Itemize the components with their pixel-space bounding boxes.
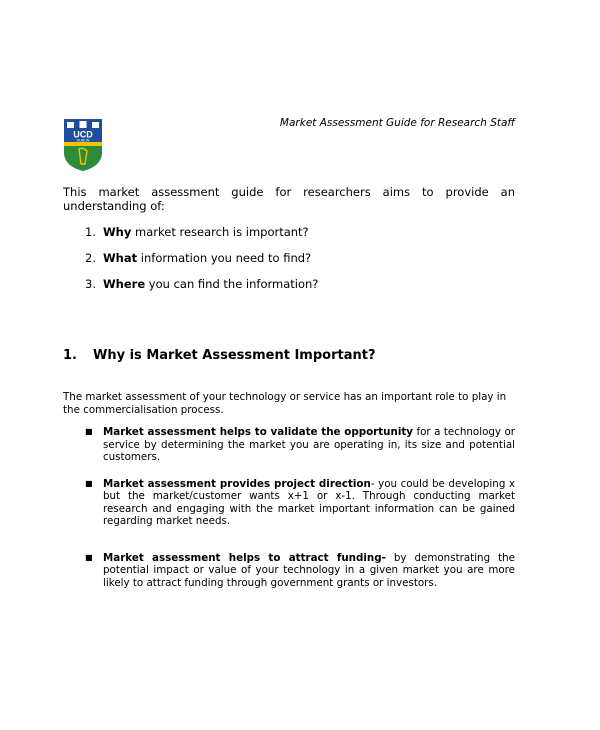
logo-text-bottom: DUBLIN	[76, 138, 90, 143]
document-header-title: Market Assessment Guide for Research Staff	[279, 117, 515, 129]
intro-list-item	[85, 225, 318, 251]
list-item-text: information you need to find?	[137, 251, 312, 265]
bullet-bold: Market assessment helps to attract funding-	[103, 551, 386, 564]
bullet-marker: ■	[85, 478, 93, 488]
list-item-bold: Where	[103, 277, 146, 291]
section-number: 1.	[63, 348, 77, 363]
bullet-bold: Market assessment helps to validate the opportunity	[103, 426, 413, 438]
intro-paragraph: This market assessment guide for researchers aims to provide an understanding of:	[63, 185, 515, 213]
bullet-item	[85, 426, 515, 464]
list-number: 2.	[85, 251, 96, 265]
intro-list	[85, 225, 318, 303]
bullet-text: by demonstrating the potential impact or value of your technology in a given market you are more likely to attract funding through government grants or investors.	[103, 551, 515, 589]
bullet-marker: ■	[85, 427, 93, 436]
intro-list-item	[85, 251, 318, 277]
bullet-text: - you could be developing x but the market/customer wants x+1 or x-1. Through conducting market research and engaging with the market important information can be gained regarding market needs.	[103, 477, 515, 527]
list-item-text: market research is important?	[131, 225, 309, 239]
logo-text-top: UCD	[73, 129, 93, 140]
list-item-text: you can find the information?	[145, 277, 319, 291]
list-item-bold: What	[103, 251, 138, 265]
list-number: 1.	[85, 225, 96, 239]
bullet-marker: ■	[85, 552, 93, 562]
bullet-item	[85, 552, 515, 590]
intro-list-item	[85, 277, 318, 303]
ucd-logo	[63, 118, 103, 172]
list-number: 3.	[85, 277, 96, 291]
list-item-bold: Why	[103, 225, 132, 239]
bullet-item	[85, 478, 515, 528]
section-paragraph: The market assessment of your technology or service has an important role to play in the commercialisation process.	[63, 391, 507, 416]
bullet-list	[85, 426, 515, 589]
section-heading	[63, 348, 376, 363]
section-heading-text: Why is Market Assessment Important?	[93, 348, 376, 363]
bullet-text: for a technology or service by determining the market you are operating in, its size and potential customers.	[103, 426, 515, 463]
bullet-bold: Market assessment provides project direction	[103, 477, 371, 490]
